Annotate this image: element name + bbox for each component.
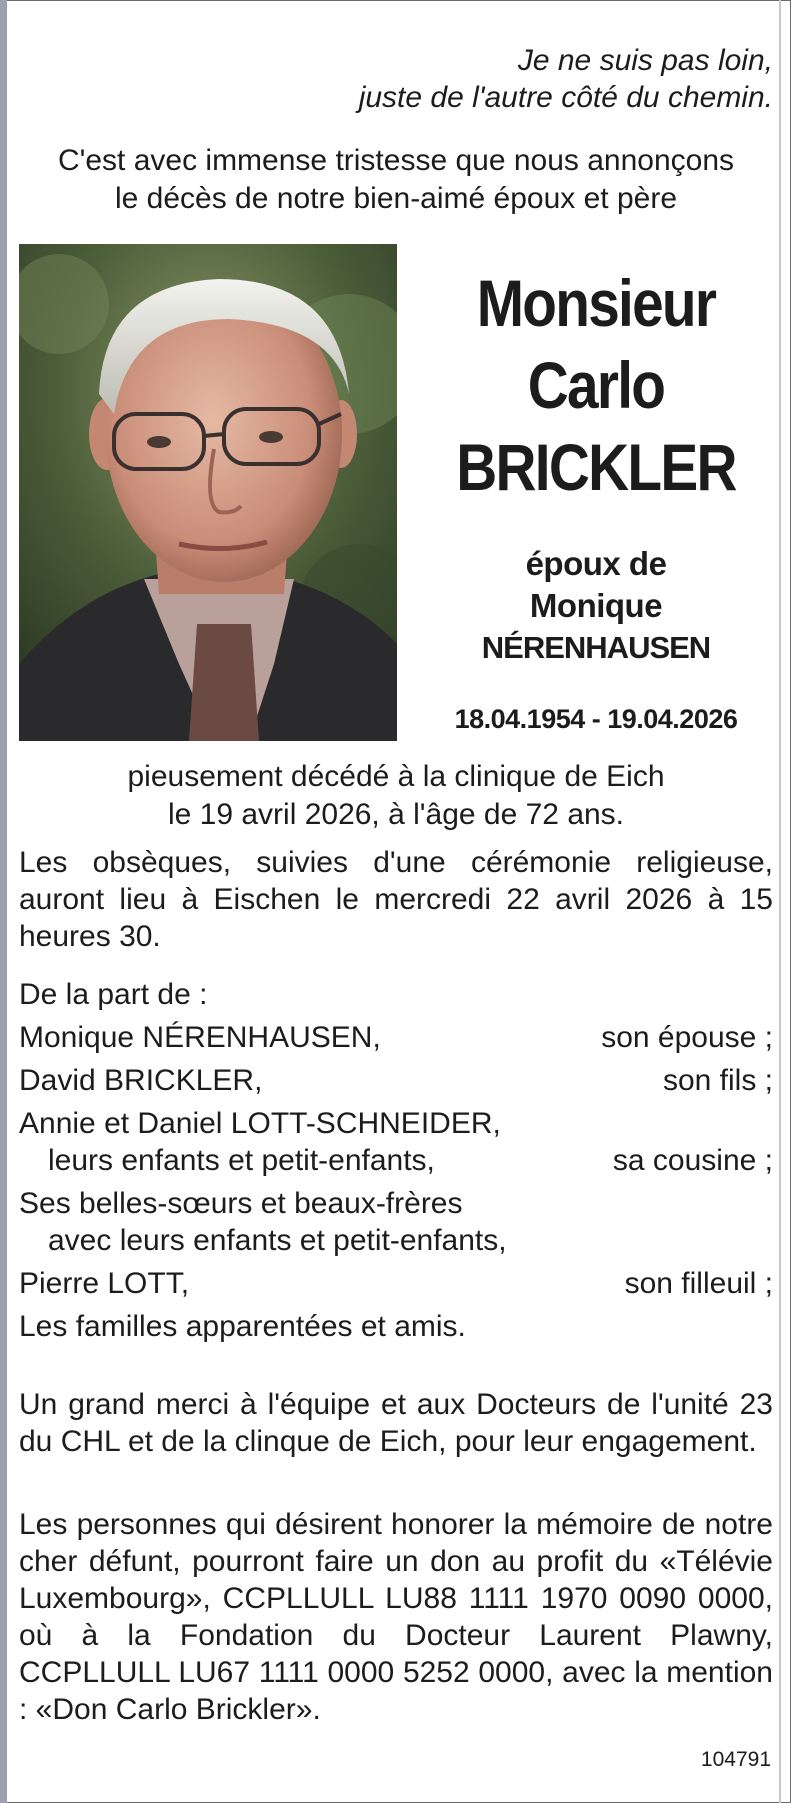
intro-text [19,142,773,218]
reference-number: 104791 [700,1748,771,1771]
spouse-block [415,543,777,669]
name-last: BRICKLER [456,430,736,504]
from-label: De la part de : [19,978,208,1011]
family-name: Les familles apparentées et amis. [19,1310,466,1343]
left-edge-bar [0,0,7,1803]
life-dates: 18.04.1954 - 19.04.2026 [454,704,738,734]
family-name: avec leurs enfants et petit-enfants, [48,1224,507,1257]
family-name: Pierre LOTT, [19,1267,190,1300]
family-list [19,976,773,1345]
donation-paragraph: Les personnes qui désirent honorer la mémoire de notre cher défunt, pourront faire un don au profit du «Télévie Luxembourg», CCPLLULL LU88 1111 1970 0090 0000, où à la Fondation du Docteur Laurent Plawny, CCPLLULL LU67 1111 0000 5252 0000, avec la mention : «Don Carlo Brickler». [19,1508,773,1726]
family-row [19,1105,773,1142]
deceased-name [415,262,777,508]
family-name: leurs enfants et petit-enfants, [48,1144,435,1177]
right-edge-bar [779,0,781,1803]
name-first: Carlo [527,348,665,422]
name-title: Monsieur [476,266,716,340]
family-relation: son fils ; [662,1064,773,1097]
spouse-label: époux de [525,545,667,582]
epigraph [359,42,773,116]
family-name: David BRICKLER, [19,1064,263,1097]
epigraph-line: Je ne suis pas loin, [517,44,773,77]
family-relation: son épouse ; [601,1021,773,1054]
spouse-first-name: Monique [529,587,663,624]
intro-line: le décès de notre bien-aimé époux et père [114,182,678,215]
spouse-last-name: NÉRENHAUSEN [481,630,711,665]
family-row [19,1185,773,1222]
death-notice [19,758,773,834]
family-row [19,1222,773,1259]
funeral-paragraph: Les obsèques, suivies d'une cérémonie religieuse, auront lieu à Eischen le mercredi 22 avril 2026 à 15 heures 30. [19,846,773,953]
thanks-paragraph: Un grand merci à l'équipe et aux Docteurs de l'unité 23 du CHL et de la clinque de Eich, pour leur engagement. [19,1388,773,1458]
family-name: Annie et Daniel LOTT-SCHNEIDER, [19,1107,501,1140]
family-row [19,1308,773,1345]
family-row [19,1019,773,1056]
family-row [19,1142,773,1179]
family-name: Ses belles-sœurs et beaux-frères [19,1187,463,1220]
family-name: Monique NÉRENHAUSEN, [19,1021,381,1054]
family-relation: son filleuil ; [624,1267,773,1300]
epigraph-line: juste de l'autre côté du chemin. [358,81,773,114]
portrait-photo [19,244,397,741]
family-relation: sa cousine ; [612,1144,773,1177]
family-row [19,1062,773,1099]
family-row [19,1265,773,1302]
death-notice-line: pieusement décédé à la clinique de Eich [127,760,665,793]
intro-line: C'est avec immense tristesse que nous annonçons [57,144,735,177]
death-notice-line: le 19 avril 2026, à l'âge de 72 ans. [167,798,625,831]
